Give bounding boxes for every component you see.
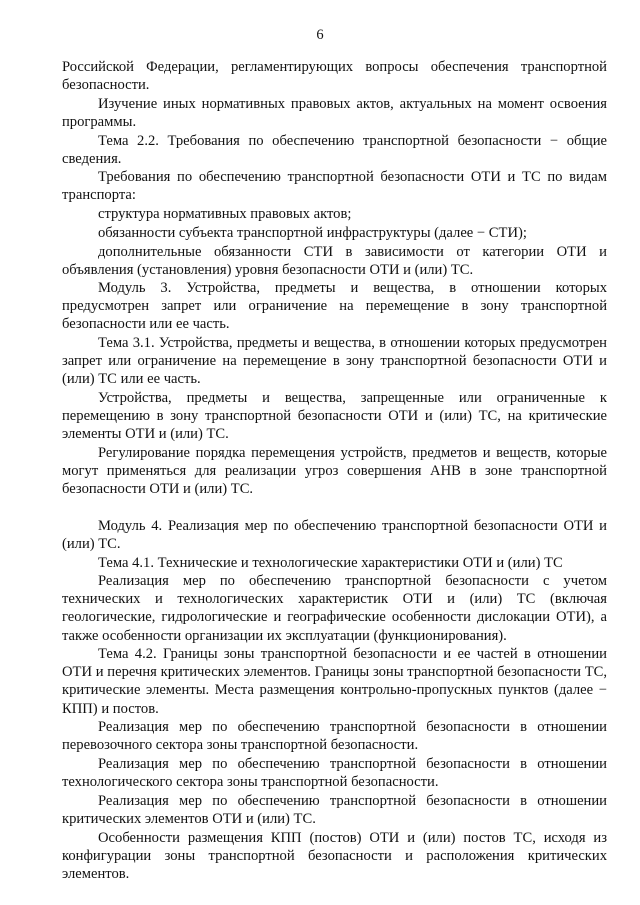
paragraph: Требования по обеспечению транспортной безопасности ОТИ и ТС по видам транспорта: [62,169,607,204]
paragraph: Реализация мер по обеспечению транспортной безопасности в отношении критических элементов ОТИ и (или) ТС. [62,792,607,827]
paragraph: Реализация мер по обеспечению транспортной безопасности с учетом технических и технологических характеристик ОТИ и (или) ТС (включая геологические, гидрологические и географические особенности дислокации ОТИ), а также особенности организации их эксплуатации (функционирования). [62,573,607,644]
paragraph: Изучение иных нормативных правовых актов, актуальных на момент освоения программы. [62,95,607,130]
paragraph: Устройства, предметы и вещества, запрещенные или ограниченные к перемещению в зону транспортной безопасности ОТИ и (или) ТС, на критические элементы ОТИ и (или) ТС. [62,390,607,443]
paragraph: Модуль 4. Реализация мер по обеспечению транспортной безопасности ОТИ и (или) ТС. [62,517,607,552]
text-block-2 [62,517,607,883]
text-block-1 [62,58,607,498]
paragraph: Регулирование порядка перемещения устройств, предметов и веществ, которые могут применяться для реализации угроз совершения АНВ в зоне транспортной безопасности ОТИ и (или) ТС. [62,444,607,498]
paragraph: Реализация мер по обеспечению транспортной безопасности в отношении перевозочного сектора зоны транспортной безопасности. [62,719,607,754]
paragraph: структура нормативных правовых актов; [98,206,352,223]
paragraph: Модуль 3. Устройства, предметы и вещества, в отношении которых предусмотрен запрет или ограничение на перемещение в зону транспортной безопасности или ее часть. [62,280,607,333]
paragraph: дополнительные обязанности СТИ в зависимости от категории ОТИ и объявления (установления) уровня безопасности ОТИ и (или) ТС. [62,243,607,278]
paragraph: обязанности субъекта транспортной инфраструктуры (далее − СТИ); [98,224,527,241]
paragraph: Тема 4.1. Технические и технологические характеристики ОТИ и (или) ТС [98,554,563,571]
paragraph: Тема 2.2. Требования по обеспечению транспортной безопасности − общие сведения. [62,132,607,167]
page-number: 6 [316,27,324,43]
paragraph: Тема 3.1. Устройства, предметы и вещества, в отношении которых предусмотрен запрет или ограничение на перемещение в зону транспортной безопасности ОТИ и (или) ТС или ее часть. [62,335,607,388]
paragraph: Российской Федерации, регламентирующих вопросы обеспечения транспортной безопасности. [62,59,607,94]
paragraph: Тема 4.2. Границы зоны транспортной безопасности и ее частей в отношении ОТИ и перечня критических элементов. Границы зоны транспортной безопасности ТС, критические элементы. Места размещения контрольно-пропускных пунктов (далее − КПП) и постов. [62,646,607,717]
document-body [62,58,607,883]
paragraph-gap [62,499,607,517]
paragraph: Особенности размещения КПП (постов) ОТИ и (или) постов ТС, исходя из конфигурации зоны транспортной безопасности и расположения критических элементов. [62,829,607,882]
paragraph: Реализация мер по обеспечению транспортной безопасности в отношении технологического сектора зоны транспортной безопасности. [62,755,607,791]
